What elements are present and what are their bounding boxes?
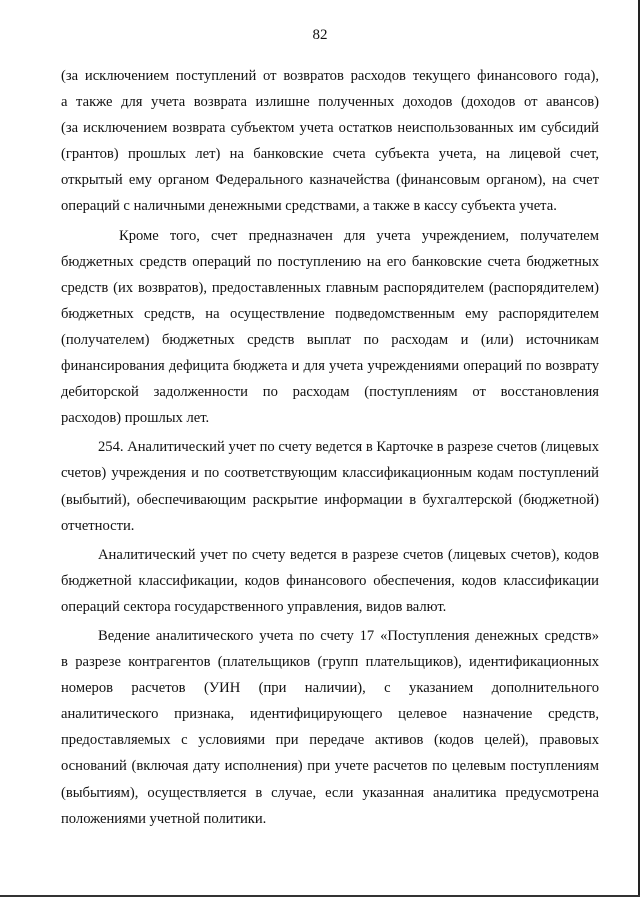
text-line: (получателем) бюджетных средств выплат по расходам и (или) источникам [61, 331, 599, 348]
text-line: (за исключением поступлений от возвратов расходов текущего финансового года), [61, 68, 599, 84]
text-line: Кроме того, счет предназначен для учета учреждением, получателем [119, 227, 599, 244]
text-line: операций сектора государственного управления, видов валют. [61, 598, 447, 615]
text-line: финансирования дефицита бюджета и для учета учреждениями операций по возврату [61, 358, 599, 375]
text-line: средств (их возвратов), предоставленных главным распорядителем (распорядителем) [61, 279, 599, 296]
text-line: бюджетных средств операций по поступлению на его банковские счета бюджетных [61, 253, 599, 270]
text-line: Аналитический учет по счету ведется в разрезе счетов (лицевых счетов), кодов [98, 546, 599, 563]
text-line: расходов) прошлых лет. [61, 410, 210, 427]
text-line: (за исключением возврата субъектом учета остатков неиспользованных им субсидий [61, 120, 599, 137]
text-line: оснований (включая дату исполнения) при учете расчетов по целевым поступлениям [61, 758, 599, 775]
text-line: бюджетной классификации, кодов финансового обеспечения, кодов классификации [61, 572, 599, 589]
paragraph [61, 542, 599, 620]
text-line: номеров расчетов (УИН (при наличии), с указанием дополнительного [61, 680, 599, 697]
paragraph [61, 434, 599, 538]
text-line: (грантов) прошлых лет) на банковские счета субъекта учета, на лицевой счет, [61, 146, 599, 163]
text-line: бюджетных средств, на осуществление подведомственным ему распорядителем [61, 305, 599, 322]
text-line: а также для учета возврата излишне полученных доходов (доходов от авансов) [61, 94, 599, 111]
text-line: 254. Аналитический учет по счету ведется в Карточке в разрезе счетов (лицевых [98, 439, 599, 456]
text-line: предоставляемых с условиями при передаче активов (кодов целей), правовых [61, 732, 599, 749]
document-body [61, 63, 599, 832]
text-line: (выбытиям), осуществляется в случае, если указанная аналитика предусмотрена [61, 784, 599, 801]
paragraph [61, 223, 599, 432]
text-line: в разрезе контрагентов (плательщиков (групп плательщиков), идентификационных [61, 654, 599, 671]
text-line: операций с наличными денежными средствами, а также в кассу субъекта учета. [61, 198, 557, 215]
text-line: (выбытий), обеспечивающим раскрытие информации в бухгалтерской (бюджетной) [61, 491, 599, 508]
text-line: открытый ему органом Федерального казначейства (финансовым органом), на счет [61, 172, 599, 189]
text-line: отчетности. [61, 517, 135, 534]
text-line: аналитического признака, идентифицирующего целевое назначение средств, [61, 706, 599, 723]
text-line: положениями учетной политики. [61, 810, 267, 827]
paragraph [61, 63, 599, 220]
text-line: дебиторской задолженности по расходам (поступлениям от восстановления [61, 384, 599, 401]
paragraph [61, 623, 599, 832]
page-number: 82 [312, 27, 328, 43]
text-line: Ведение аналитического учета по счету 17 «Поступления денежных средств» [98, 627, 599, 644]
text-line: счетов) учреждения и по соответствующим классификационным кодам поступлений [61, 465, 599, 482]
